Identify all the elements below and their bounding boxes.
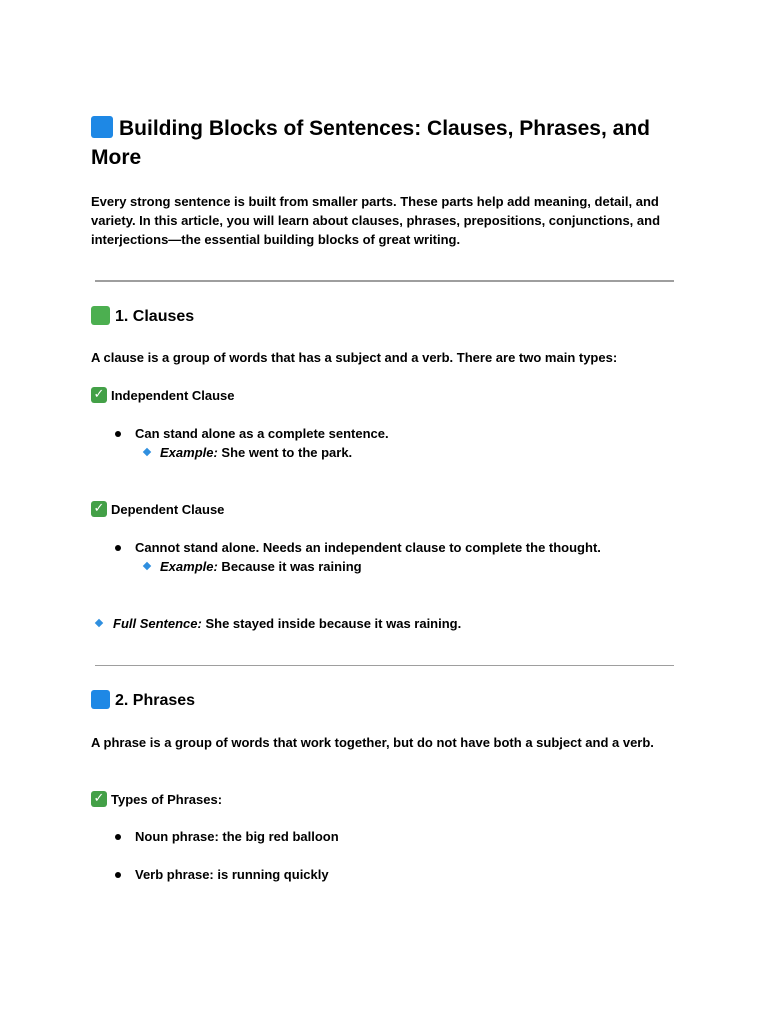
clauses-intro: A clause is a group of words that has a subject and a verb. There are two main types: <box>91 350 618 365</box>
blue-square-icon <box>91 690 110 709</box>
check-mark-icon: ✓ <box>91 791 107 807</box>
list-item <box>115 424 675 443</box>
bullet-icon <box>115 834 121 840</box>
intro-paragraph: Every strong sentence is built from smaller parts. These parts help add meaning, detail, and variety. In this article, you will learn about clauses, phrases, prepositions, conjunctions, and interjections—the essential building blocks of great writing. <box>91 194 661 247</box>
list-item-text: Noun phrase: the big red balloon <box>135 829 339 844</box>
full-sentence-label: Full Sentence: <box>113 616 202 631</box>
bullet-icon <box>115 872 121 878</box>
blue-square-icon <box>91 116 113 138</box>
divider <box>95 665 674 666</box>
example-label: Example: <box>160 559 218 574</box>
section-heading-phrases-text: 2. Phrases <box>115 692 196 709</box>
list-item <box>115 827 675 846</box>
dependent-clause-heading <box>91 500 224 519</box>
bullet-icon <box>115 431 121 437</box>
list-item-text: Verb phrase: is running quickly <box>135 867 329 882</box>
check-mark-icon: ✓ <box>91 387 107 403</box>
page-title-text: Building Blocks of Sentences: Clauses, Phrases, and More <box>91 117 650 169</box>
full-sentence-text: She stayed inside because it was raining. <box>201 616 462 631</box>
example-item <box>144 557 674 576</box>
bullet-icon <box>115 545 121 551</box>
example-text: Because it was raining <box>217 559 362 574</box>
small-blue-diamond-icon <box>143 448 151 456</box>
section-heading-clauses <box>91 306 194 328</box>
list-item-text: Can stand alone as a complete sentence. <box>135 426 389 441</box>
phrase-types-label: Types of Phrases: <box>111 792 223 807</box>
green-square-icon <box>91 306 110 325</box>
independent-clause-heading <box>91 386 235 405</box>
independent-clause-label: Independent Clause <box>111 388 235 403</box>
divider <box>95 280 674 282</box>
section-heading-clauses-text: 1. Clauses <box>115 308 195 325</box>
small-blue-diamond-icon <box>95 619 103 627</box>
list-item <box>115 538 675 557</box>
section-heading-phrases <box>91 690 195 712</box>
phrases-intro: A phrase is a group of words that work together, but do not have both a subject and a verb. <box>91 735 654 750</box>
full-sentence-item <box>96 614 676 633</box>
small-blue-diamond-icon <box>143 562 151 570</box>
list-item <box>115 865 675 884</box>
phrase-types-heading <box>91 790 222 809</box>
page-title <box>91 114 691 172</box>
example-item <box>144 443 674 462</box>
example-label: Example: <box>160 445 218 460</box>
dependent-clause-label: Dependent Clause <box>111 502 225 517</box>
check-mark-icon: ✓ <box>91 501 107 517</box>
list-item-text: Cannot stand alone. Needs an independent clause to complete the thought. <box>135 540 601 555</box>
example-text: She went to the park. <box>217 445 353 460</box>
